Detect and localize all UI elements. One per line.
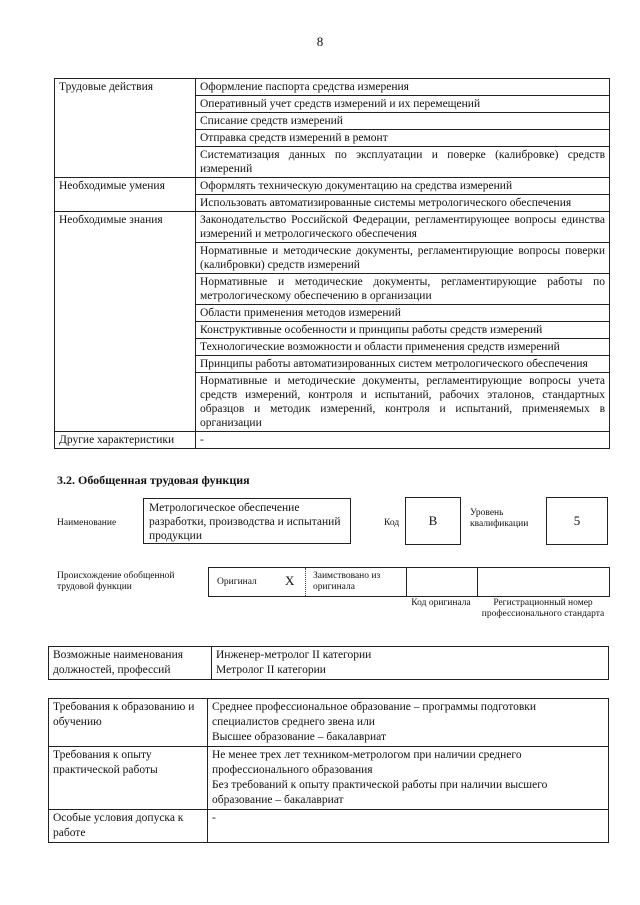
table-cell: Оформлять техническую документацию на средства измерений xyxy=(196,178,610,195)
positions-label: Возможные наименования должностей, профессий xyxy=(49,647,212,680)
code-value: В xyxy=(428,513,438,528)
table-cell: Законодательство Российской Федерации, регламентирующее вопросы единства измерений и метрологического обеспечения xyxy=(196,212,610,243)
divider xyxy=(477,568,478,596)
level-value: 5 xyxy=(573,513,581,528)
requirement-line: Не менее трех лет техником-метрологом при наличии среднего профессионального образования xyxy=(212,749,522,776)
requirement-line: Высшее образование – бакалавриат xyxy=(212,731,386,743)
row-label: Другие характеристики xyxy=(55,432,196,449)
row-label: Необходимые умения xyxy=(55,178,196,212)
table-row xyxy=(49,699,609,747)
requirement-line: - xyxy=(212,812,216,824)
code-value-box xyxy=(405,497,461,545)
labor-function-table xyxy=(54,78,610,449)
table-cell: Технологические возможности и области применения средств измерений xyxy=(196,339,610,356)
divider xyxy=(406,568,407,596)
level-value-box xyxy=(546,497,608,545)
table-cell: Списание средств измерений xyxy=(196,113,610,130)
table-cell: Области применения методов измерений xyxy=(196,305,610,322)
function-name-box xyxy=(143,498,351,544)
function-name-value: Метрологическое обеспечение разработки, производства и испытаний продукции xyxy=(149,502,341,542)
code-label: Код xyxy=(384,518,400,528)
table-cell xyxy=(208,810,609,843)
origin-label: Происхождение обобщенной трудовой функции xyxy=(57,571,175,592)
row-label: Необходимые знания xyxy=(55,212,196,432)
row-label: Особые условия допуска к работе xyxy=(49,810,208,843)
table-row xyxy=(49,810,609,843)
origin-box xyxy=(208,567,610,597)
row-label: Трудовые действия xyxy=(55,79,196,178)
position-item: Метролог II категории xyxy=(216,664,326,676)
table-cell: Конструктивные особенности и принципы работы средств измерений xyxy=(196,322,610,339)
table-cell: Оформление паспорта средства измерения xyxy=(196,79,610,96)
table-cell xyxy=(208,747,609,810)
table-row xyxy=(55,79,610,96)
original-mark: X xyxy=(285,573,295,588)
row-label: Требования к опыту практической работы xyxy=(49,747,208,810)
table-cell: - xyxy=(196,432,610,449)
positions-values xyxy=(212,647,609,680)
table-cell: Систематизация данных по эксплуатации и поверке (калибровке) средств измерений xyxy=(196,147,610,178)
table-cell: Использовать автоматизированные системы метрологического обеспечения xyxy=(196,195,610,212)
position-item: Инженер-метролог II категории xyxy=(216,649,372,661)
page-number: 8 xyxy=(316,34,324,49)
table-cell: Нормативные и методические документы, регламентирующие работы по метрологическому обеспечению в организации xyxy=(196,274,610,305)
table-row xyxy=(49,747,609,810)
table-row xyxy=(55,178,610,195)
requirements-table xyxy=(48,698,609,843)
table-row xyxy=(55,432,610,449)
positions-table xyxy=(48,646,609,680)
table-cell: Нормативные и методические документы, регламентирующие вопросы учета средств измерений, контроля и испытаний, рабочих эталонов, стандартных образцов и методик измерений, контроля и испытаний, применяемых в организации xyxy=(196,373,610,432)
level-label: Уровень квалификации xyxy=(470,508,529,529)
requirement-line: Среднее профессиональное образование – программы подготовки специалистов среднего звена или xyxy=(212,701,537,728)
regnum-caption: Регистрационный номер профессионального стандарта xyxy=(481,598,605,619)
table-row xyxy=(55,212,610,243)
divider xyxy=(305,568,306,596)
table-cell: Оперативный учет средств измерений и их перемещений xyxy=(196,96,610,113)
table-row xyxy=(49,647,609,680)
name-label: Наименование xyxy=(57,518,117,528)
table-cell xyxy=(208,699,609,747)
table-cell: Отправка средств измерений в ремонт xyxy=(196,130,610,147)
table-cell: Нормативные и методические документы, регламентирующие вопросы поверки (калибровки) средств измерений xyxy=(196,243,610,274)
original-label: Оригинал xyxy=(217,577,257,587)
borrowed-label: Заимствовано из оригинала xyxy=(313,571,381,592)
row-label: Требования к образованию и обучению xyxy=(49,699,208,747)
section-title: 3.2. Обобщенная трудовая функция xyxy=(57,473,250,487)
code-original-caption: Код оригинала xyxy=(411,598,471,608)
requirement-line: Без требований к опыту практической работы при наличии высшего образование – бакалавриат xyxy=(212,779,548,806)
table-cell: Принципы работы автоматизированных систем метрологического обеспечения xyxy=(196,356,610,373)
